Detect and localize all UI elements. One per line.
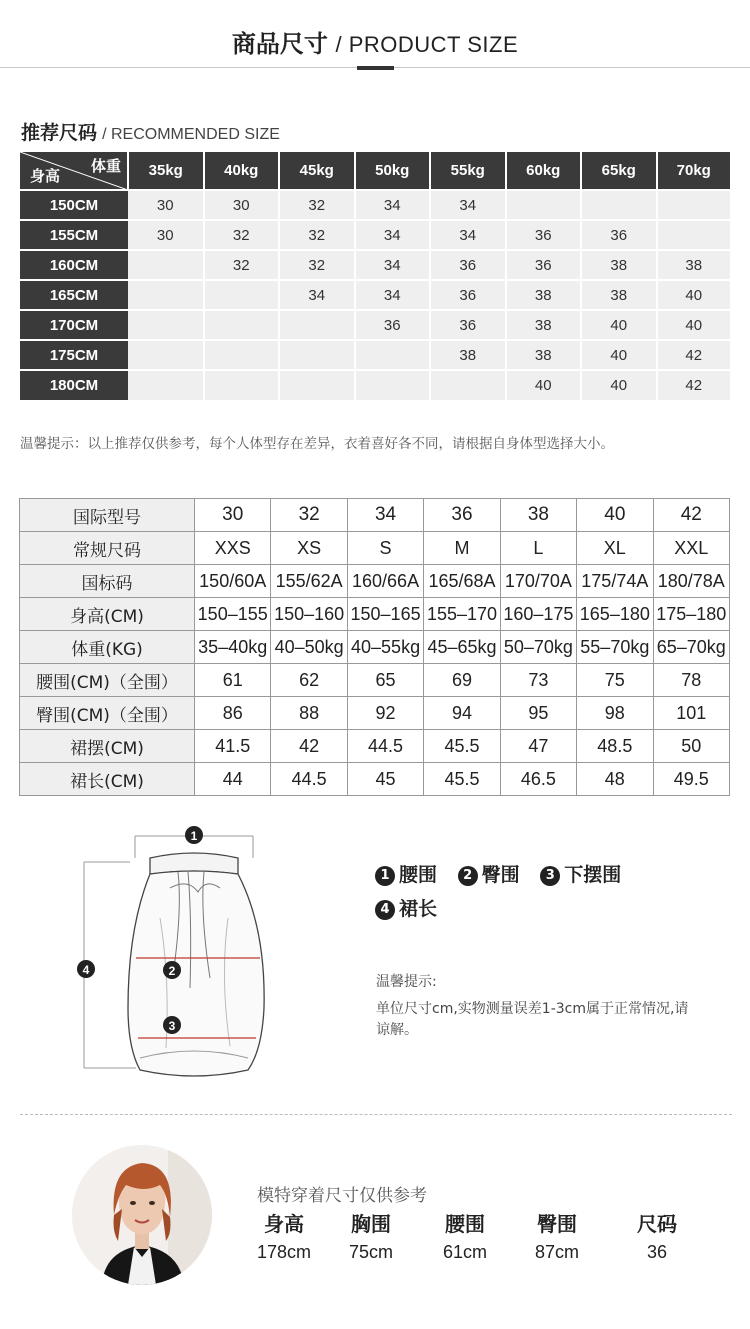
measurement-legend <box>375 858 705 926</box>
weight-col-header: 55kg <box>430 152 506 190</box>
size-spec-cell: XL <box>577 532 653 565</box>
recommended-cell: 42 <box>657 340 731 370</box>
size-spec-cell: 155/62A <box>271 565 347 598</box>
recommended-cell: 40 <box>581 370 657 400</box>
size-spec-cell: 160–175 <box>500 598 576 631</box>
size-spec-cell: 78 <box>653 664 729 697</box>
height-row-header: 180CM <box>20 370 128 400</box>
recommended-cell: 36 <box>430 310 506 340</box>
section-divider <box>20 1114 732 1115</box>
page-header <box>0 0 750 70</box>
recommended-cell: 34 <box>355 250 431 280</box>
recommended-cell: 30 <box>204 190 280 220</box>
size-spec-cell: 45–65kg <box>424 631 500 664</box>
size-spec-cell: 62 <box>271 664 347 697</box>
recommended-cell: 32 <box>279 190 355 220</box>
size-spec-label: 裙摆(CM) <box>20 730 195 763</box>
recommended-cell <box>581 190 657 220</box>
size-spec-cell: 30 <box>195 499 271 532</box>
legend-num: 3 <box>540 866 560 886</box>
recommended-cell <box>657 190 731 220</box>
weight-col-header: 60kg <box>506 152 582 190</box>
size-spec-cell: 94 <box>424 697 500 730</box>
recommended-cell: 38 <box>506 310 582 340</box>
recommended-cell <box>128 310 204 340</box>
legend-item-hem <box>540 864 621 886</box>
size-spec-row <box>20 532 730 565</box>
size-spec-cell: 65–70kg <box>653 631 729 664</box>
size-spec-cell: 36 <box>424 499 500 532</box>
recommended-cell: 36 <box>506 220 582 250</box>
recommended-cell <box>355 370 431 400</box>
recommended-row <box>20 220 730 250</box>
height-row-header: 155CM <box>20 220 128 250</box>
recommended-cell <box>279 340 355 370</box>
recommended-cell: 34 <box>355 190 431 220</box>
recommended-row <box>20 340 730 370</box>
size-spec-label: 腰围(CM)（全围） <box>20 664 195 697</box>
recommended-cell <box>204 340 280 370</box>
svg-text:4: 4 <box>82 963 90 977</box>
recommended-cell: 40 <box>506 370 582 400</box>
legend-num: 1 <box>375 866 395 886</box>
recommended-cell: 34 <box>355 280 431 310</box>
recommended-size-table <box>20 152 730 400</box>
size-spec-cell: XXS <box>195 532 271 565</box>
marker-3 <box>163 1016 181 1034</box>
size-spec-cell: 55–70kg <box>577 631 653 664</box>
stat-value: 178cm <box>257 1242 312 1262</box>
size-spec-cell: 65 <box>347 664 423 697</box>
size-spec-cell: 42 <box>653 499 729 532</box>
size-spec-cell: 48 <box>577 763 653 796</box>
stat-key: 胸围 <box>351 1212 391 1236</box>
size-spec-cell: XS <box>271 532 347 565</box>
header-accent-bar <box>357 66 394 70</box>
size-spec-row <box>20 598 730 631</box>
recommended-cell: 32 <box>204 250 280 280</box>
recommended-cell <box>128 370 204 400</box>
weight-col-header: 40kg <box>204 152 280 190</box>
recommended-cell: 40 <box>657 280 731 310</box>
size-spec-cell: 150–160 <box>271 598 347 631</box>
recommended-cell <box>204 280 280 310</box>
svg-text:3: 3 <box>168 1019 176 1033</box>
size-spec-cell: 180/78A <box>653 565 729 598</box>
recommended-cell: 38 <box>581 250 657 280</box>
size-spec-cell: 40 <box>577 499 653 532</box>
model-stat-hip <box>530 1210 584 1266</box>
recommended-cell: 32 <box>279 220 355 250</box>
stat-value: 36 <box>646 1242 668 1262</box>
recommended-cell <box>204 310 280 340</box>
recommended-cell: 38 <box>657 250 731 280</box>
recommended-cell: 36 <box>430 250 506 280</box>
size-spec-cell: 175/74A <box>577 565 653 598</box>
size-spec-label: 体重(KG) <box>20 631 195 664</box>
recommended-cell: 38 <box>581 280 657 310</box>
recommended-row <box>20 370 730 400</box>
model-photo <box>72 1145 212 1285</box>
recommended-cell: 30 <box>128 190 204 220</box>
recommended-cell <box>128 280 204 310</box>
corner-weight-label: 体重 <box>90 158 121 175</box>
recommended-cell: 36 <box>430 280 506 310</box>
recommended-table-body <box>20 190 730 400</box>
recommend-tip: 温馨提示：以上推荐仅供参考，每个人体型存在差异，衣着喜好各不同，请根据自身体型选择大小。 <box>20 436 614 452</box>
legend-num: 4 <box>375 900 395 920</box>
size-spec-label: 国标码 <box>20 565 195 598</box>
recommended-row <box>20 250 730 280</box>
svg-text:1: 1 <box>190 829 198 843</box>
size-spec-cell: 38 <box>500 499 576 532</box>
stat-key: 身高 <box>264 1212 304 1236</box>
size-spec-cell: 150–165 <box>347 598 423 631</box>
recommended-cell: 34 <box>430 190 506 220</box>
size-spec-cell: 45.5 <box>424 763 500 796</box>
size-spec-cell: 35–40kg <box>195 631 271 664</box>
recommended-cell: 32 <box>204 220 280 250</box>
size-spec-row <box>20 565 730 598</box>
size-spec-cell: 45.5 <box>424 730 500 763</box>
recommended-cell <box>128 250 204 280</box>
size-spec-cell: 101 <box>653 697 729 730</box>
height-row-header: 150CM <box>20 190 128 220</box>
model-note: 模特穿着尺寸仅供参考 <box>257 1186 427 1206</box>
size-spec-cell: S <box>347 532 423 565</box>
recommended-cell: 40 <box>581 310 657 340</box>
recommended-cell <box>279 370 355 400</box>
legend-item-hip <box>458 864 520 886</box>
size-spec-cell: 47 <box>500 730 576 763</box>
size-spec-label: 臀围(CM)（全围） <box>20 697 195 730</box>
recommended-cell <box>279 310 355 340</box>
size-spec-cell: M <box>424 532 500 565</box>
table-corner <box>20 152 128 190</box>
size-spec-cell: 98 <box>577 697 653 730</box>
recommended-cell: 38 <box>506 280 582 310</box>
recommended-cell: 38 <box>430 340 506 370</box>
size-spec-cell: 75 <box>577 664 653 697</box>
recommended-cell <box>657 220 731 250</box>
marker-4 <box>77 960 95 978</box>
size-spec-cell: 95 <box>500 697 576 730</box>
model-stat-size <box>630 1210 684 1266</box>
size-spec-cell: 46.5 <box>500 763 576 796</box>
weight-col-header: 50kg <box>355 152 431 190</box>
recommended-title-en: / RECOMMENDED SIZE <box>102 126 280 143</box>
size-spec-cell: 34 <box>347 499 423 532</box>
skirt-diagram <box>70 818 290 1088</box>
marker-1 <box>185 826 203 844</box>
size-spec-row <box>20 697 730 730</box>
size-spec-cell: 88 <box>271 697 347 730</box>
recommended-cell: 40 <box>581 340 657 370</box>
recommended-cell <box>506 190 582 220</box>
recommended-title <box>21 118 280 145</box>
size-spec-cell: 44.5 <box>271 763 347 796</box>
height-row-header: 170CM <box>20 310 128 340</box>
size-spec-cell: 165–180 <box>577 598 653 631</box>
model-stat-height <box>257 1210 311 1266</box>
size-spec-row <box>20 763 730 796</box>
size-spec-cell: 42 <box>271 730 347 763</box>
size-spec-table <box>19 498 730 796</box>
corner-height-label: 身高 <box>30 168 61 185</box>
height-row-header: 160CM <box>20 250 128 280</box>
page-title-zh: 商品尺寸 <box>231 30 328 58</box>
recommended-header-row <box>20 152 730 190</box>
size-spec-label: 常规尺码 <box>20 532 195 565</box>
size-spec-row <box>20 664 730 697</box>
size-spec-cell: 44.5 <box>347 730 423 763</box>
weight-col-header: 65kg <box>581 152 657 190</box>
recommended-cell: 34 <box>355 220 431 250</box>
marker-2 <box>163 961 181 979</box>
page-title <box>0 24 750 59</box>
size-spec-row <box>20 730 730 763</box>
size-spec-cell: 170/70A <box>500 565 576 598</box>
legend-label: 裙长 <box>399 898 438 920</box>
model-stat-bust <box>344 1210 398 1266</box>
recommended-cell: 42 <box>657 370 731 400</box>
unit-note: 单位尺寸cm,实物测量误差1-3cm属于正常情况,请谅解。 <box>376 1001 689 1038</box>
size-spec-cell: 50–70kg <box>500 631 576 664</box>
size-spec-cell: 175–180 <box>653 598 729 631</box>
size-spec-cell: 32 <box>271 499 347 532</box>
size-spec-cell: 165/68A <box>424 565 500 598</box>
height-row-header: 175CM <box>20 340 128 370</box>
recommended-cell: 34 <box>279 280 355 310</box>
legend-num: 2 <box>458 866 478 886</box>
size-spec-cell: 73 <box>500 664 576 697</box>
size-spec-cell: 44 <box>195 763 271 796</box>
legend-label: 臀围 <box>481 864 520 886</box>
recommended-row <box>20 190 730 220</box>
recommended-row <box>20 280 730 310</box>
recommended-cell: 36 <box>355 310 431 340</box>
size-spec-cell: 49.5 <box>653 763 729 796</box>
size-spec-cell: 50 <box>653 730 729 763</box>
recommended-cell: 34 <box>430 220 506 250</box>
height-row-header: 165CM <box>20 280 128 310</box>
legend-label: 腰围 <box>399 864 438 886</box>
legend-item-length <box>375 898 437 920</box>
recommended-cell: 36 <box>581 220 657 250</box>
stat-key: 臀围 <box>537 1212 577 1236</box>
skirt-illustration <box>84 836 264 1076</box>
size-spec-label: 国际型号 <box>20 499 195 532</box>
recommended-cell <box>128 340 204 370</box>
size-spec-cell: L <box>500 532 576 565</box>
size-spec-cell: XXL <box>653 532 729 565</box>
legend-label: 下摆围 <box>564 864 622 886</box>
weight-col-header: 45kg <box>279 152 355 190</box>
model-stat-waist <box>438 1210 492 1266</box>
weight-col-header: 70kg <box>657 152 731 190</box>
recommended-cell: 40 <box>657 310 731 340</box>
recommended-cell: 36 <box>506 250 582 280</box>
size-spec-cell: 92 <box>347 697 423 730</box>
legend-row <box>375 858 705 892</box>
recommended-row <box>20 310 730 340</box>
svg-text:2: 2 <box>168 964 176 978</box>
stat-value: 87cm <box>534 1242 579 1262</box>
stat-value: 75cm <box>348 1242 393 1262</box>
size-spec-label: 裙长(CM) <box>20 763 195 796</box>
recommended-cell: 30 <box>128 220 204 250</box>
recommended-cell <box>430 370 506 400</box>
stat-key: 尺码 <box>637 1212 677 1236</box>
warm-tip-title: 温馨提示: <box>376 974 437 990</box>
size-spec-body <box>20 499 730 796</box>
size-spec-cell: 61 <box>195 664 271 697</box>
size-spec-cell: 45 <box>347 763 423 796</box>
recommended-title-zh: 推荐尺码 <box>21 122 98 144</box>
stat-key: 腰围 <box>445 1212 485 1236</box>
recommended-cell <box>204 370 280 400</box>
page-title-en: / PRODUCT SIZE <box>335 32 519 57</box>
model-avatar <box>72 1145 212 1285</box>
size-spec-cell: 40–55kg <box>347 631 423 664</box>
size-spec-cell: 48.5 <box>577 730 653 763</box>
weight-col-header: 35kg <box>128 152 204 190</box>
legend-row <box>375 892 705 926</box>
recommended-cell <box>355 340 431 370</box>
size-spec-cell: 40–50kg <box>271 631 347 664</box>
recommended-cell: 32 <box>279 250 355 280</box>
size-spec-label: 身高(CM) <box>20 598 195 631</box>
legend-item-waist <box>375 864 437 886</box>
size-spec-cell: 150–155 <box>195 598 271 631</box>
size-spec-row <box>20 499 730 532</box>
size-spec-cell: 155–170 <box>424 598 500 631</box>
size-spec-cell: 160/66A <box>347 565 423 598</box>
size-spec-row <box>20 631 730 664</box>
stat-value: 61cm <box>442 1242 487 1262</box>
size-spec-cell: 150/60A <box>195 565 271 598</box>
size-spec-cell: 41.5 <box>195 730 271 763</box>
size-spec-cell: 86 <box>195 697 271 730</box>
recommended-cell: 38 <box>506 340 582 370</box>
size-spec-cell: 69 <box>424 664 500 697</box>
